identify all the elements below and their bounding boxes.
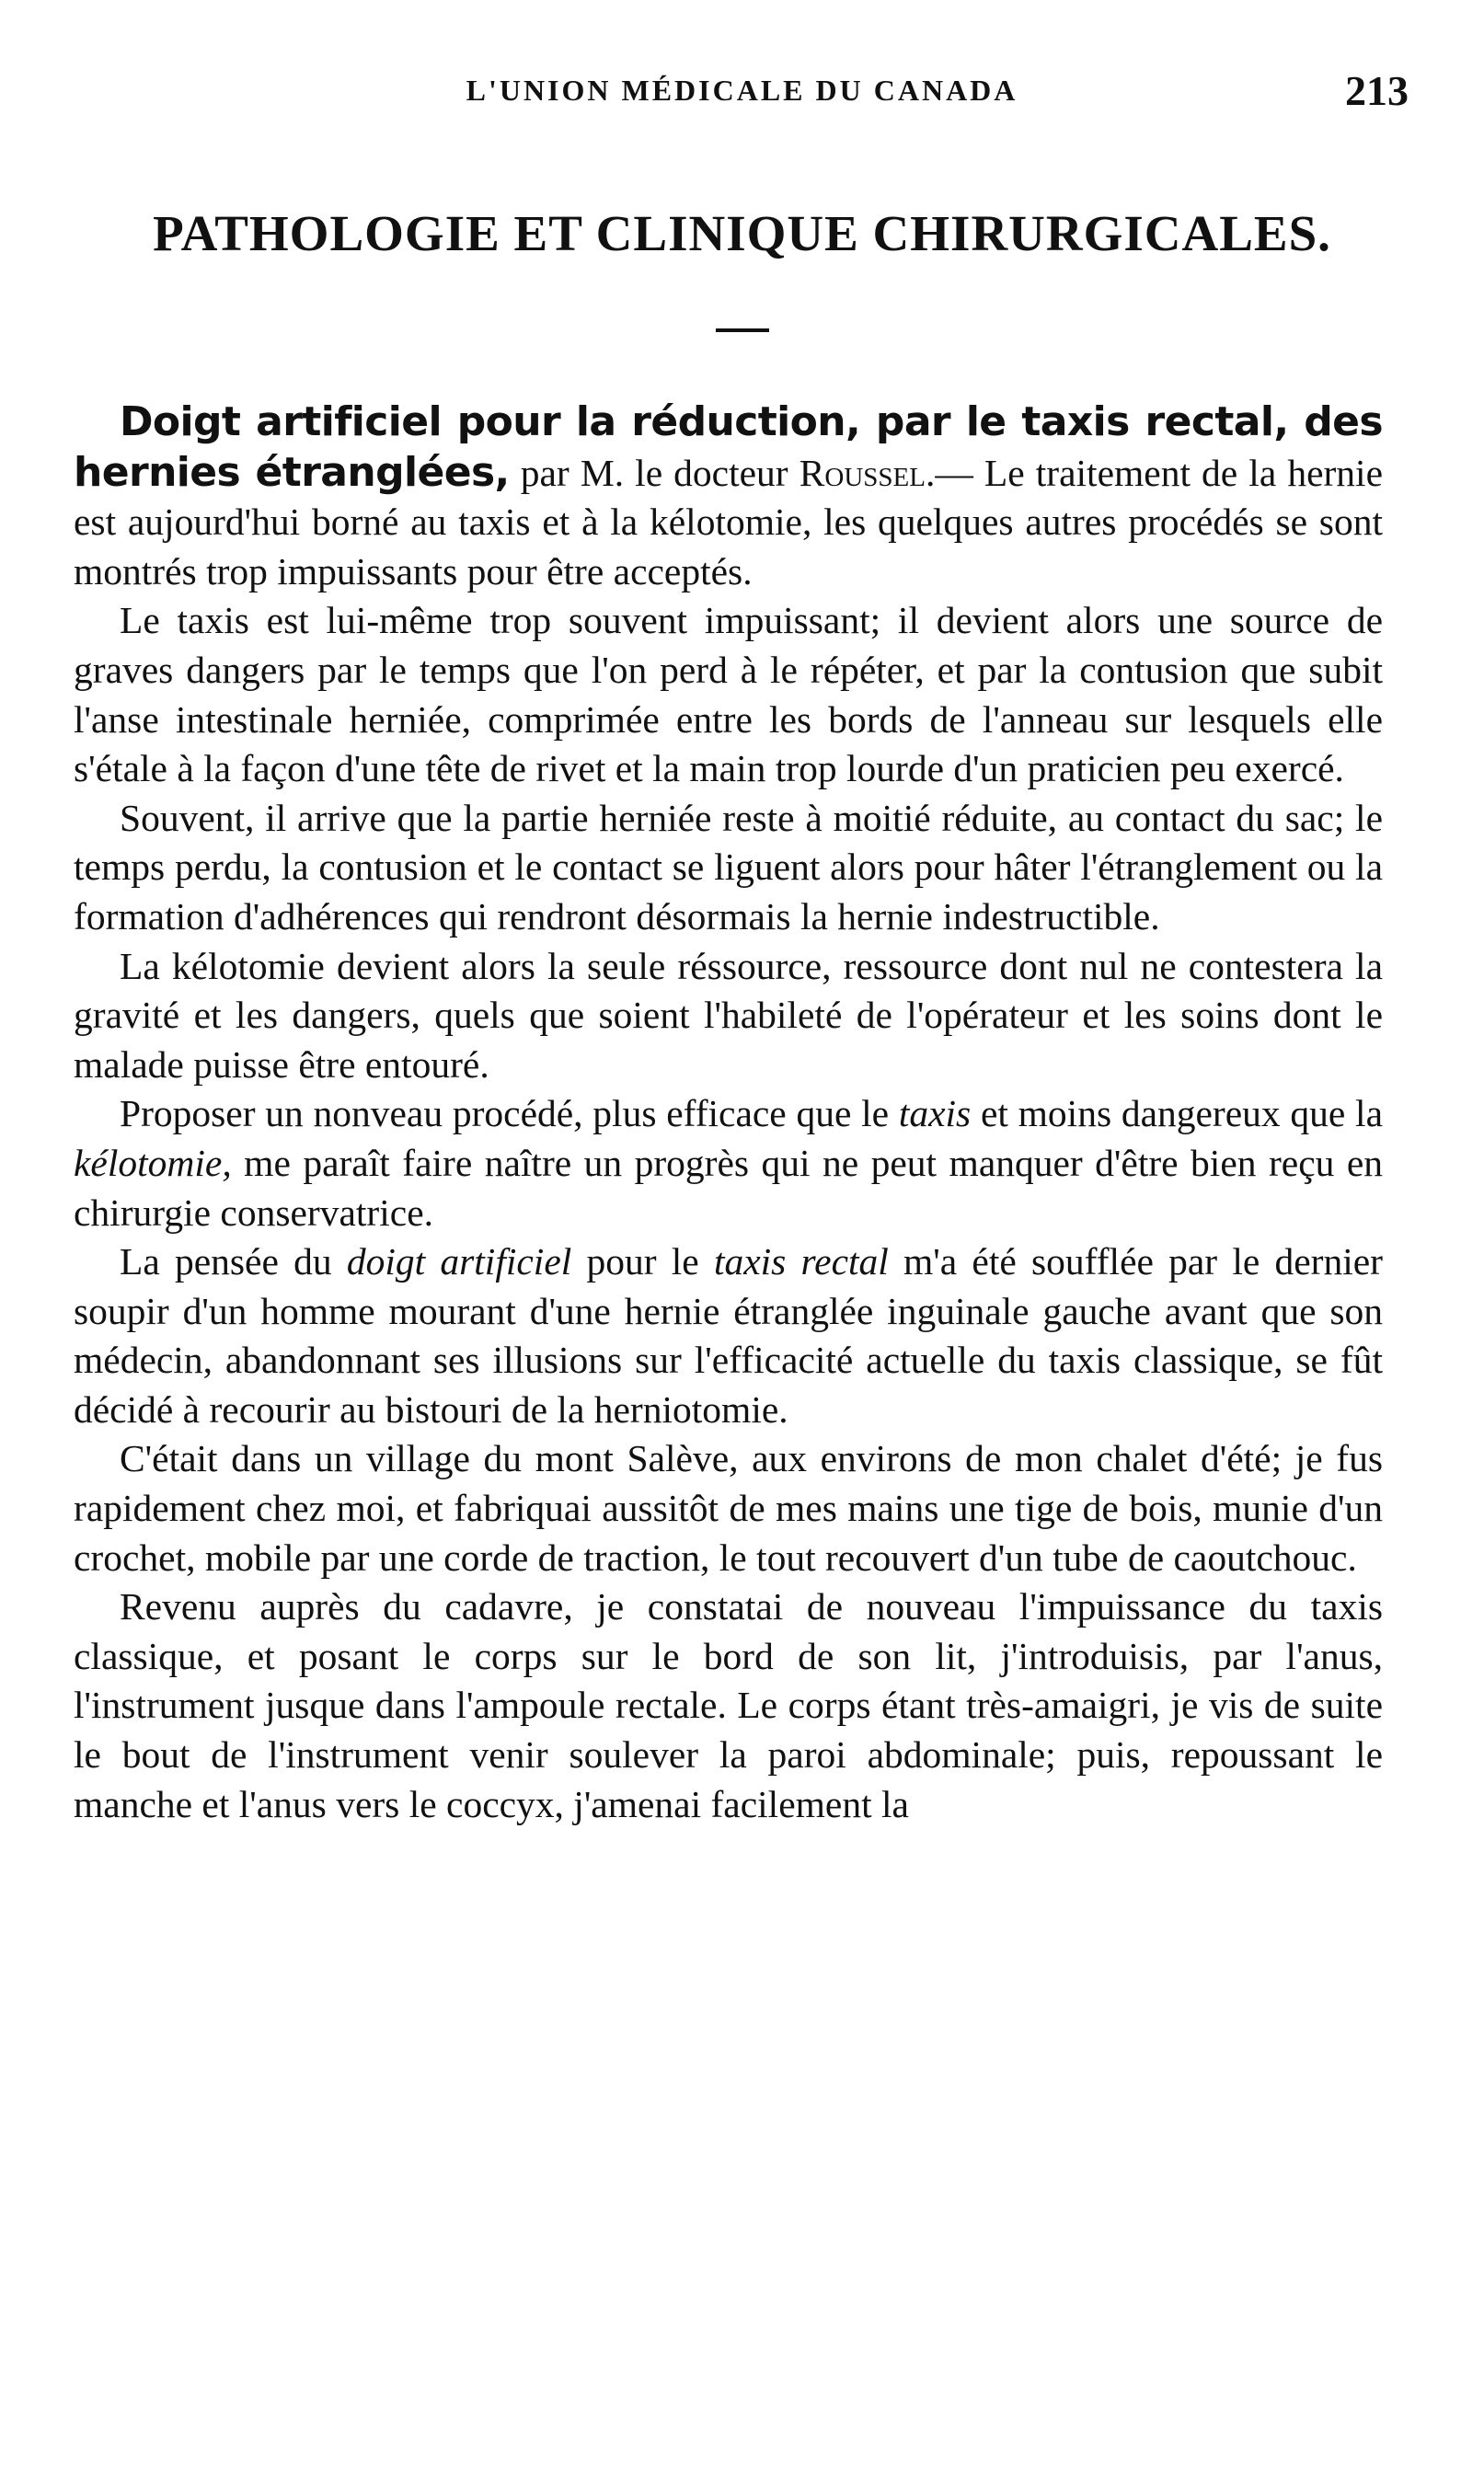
article-paragraph-8: [74, 1582, 1383, 1829]
article-paragraph-1: [74, 397, 1383, 596]
italic-term: taxis rectal: [713, 1240, 889, 1283]
byline-dash: .—: [925, 451, 973, 494]
paragraphs-container: [74, 596, 1383, 1829]
paragraph-text: Proposer un nonveau procédé, plus efficace que le: [120, 1092, 899, 1135]
running-head: [0, 66, 1484, 121]
article-paragraph-4: [74, 942, 1383, 1090]
paragraph-text: Le taxis est lui-même trop souvent impuissant; il devient alors une source de graves dangers par le temps que l'on perd à le répéter, et par la contusion que subit l'anse intestinale herniée, comprimée entre les bords de l'anneau sur lesquels elle s'étale à la façon d'une tête de rivet et la main trop lourde d'un praticien peu exercé.: [74, 599, 1383, 790]
italic-term: taxis: [898, 1092, 972, 1135]
article-author: Roussel: [799, 451, 926, 494]
paragraph-text: m'a été soufflée par le dernier soupir d'un homme mourant d'une hernie étranglée inguinale gauche avant que son médecin, abandonnant ses illusions sur l'efficacité actuelle du taxis classique, se fût décidé à recourir au bistouri de la herniotomie.: [74, 1240, 1384, 1431]
paragraph-text: pour le: [571, 1240, 714, 1283]
article-byline-prefix: par M. le docteur: [509, 451, 800, 494]
article-paragraph-3: [74, 794, 1383, 942]
page-number: 213: [1345, 67, 1409, 114]
section-title: PATHOLOGIE ET CLINIQUE CHIRURGICALES.: [153, 205, 1331, 261]
journal-title: L'UNION MÉDICALE DU CANADA: [466, 74, 1018, 107]
paragraph-text: Souvent, il arrive que la partie herniée reste à moitié réduite, au contact du sac; le temps perdu, la contusion et le contact se liguent alors pour hâter l'étranglement ou la formation d'adhérences qui rendront désormais la hernie indestructible.: [74, 796, 1383, 938]
article-paragraph-2: [74, 596, 1383, 793]
paragraph-text: C'était dans un village du mont Salève, aux environs de mon chalet d'été; je fus rapidement chez moi, et fabriquai aussitôt de mes mains une tige de bois, munie d'un crochet, mobile par une corde de traction, le tout recouvert d'un tube de caoutchouc.: [74, 1437, 1383, 1579]
article-title: Doigt artificiel pour la réduction, par le taxis rectal, des hernies étranglées,: [74, 398, 1383, 496]
paragraph-text: La pensée du: [120, 1240, 347, 1283]
article-body: [74, 397, 1383, 1829]
article-paragraph-7: [74, 1434, 1383, 1582]
italic-term: kélotomie,: [74, 1141, 232, 1184]
paragraph-text: et moins dangereux que la: [971, 1092, 1384, 1135]
article-paragraph-5: [74, 1089, 1383, 1237]
paragraph-text: me paraît faire naître un progrès qui ne peut manquer d'être bien reçu en chirurgie conservatrice.: [74, 1141, 1383, 1234]
paragraph-text: Le traitement de la hernie est aujourd'hui borné au taxis et à la kélotomie, les quelques autres procédés se sont montrés trop impuissants pour être acceptés.: [74, 451, 1384, 592]
article-paragraph-6: [74, 1237, 1383, 1434]
section-divider: [716, 328, 769, 332]
paragraph-text: La kélotomie devient alors la seule réssource, ressource dont nul ne contestera la gravité et les dangers, quels que soient l'habileté de l'opérateur et les soins dont le malade puisse être entouré.: [74, 944, 1383, 1086]
paragraph-text: Revenu auprès du cadavre, je constatai de nouveau l'impuissance du taxis classique, et posant le corps sur le bord de son lit, j'introduisis, par l'anus, l'instrument jusque dans l'ampoule rectale. Le corps étant très-amaigri, je vis de suite le bout de l'instrument venir soulever la paroi abdominale; puis, repoussant le manche et l'anus vers le coccyx, j'amenai facilement la: [74, 1585, 1383, 1825]
italic-term: doigt artificiel: [346, 1240, 572, 1283]
